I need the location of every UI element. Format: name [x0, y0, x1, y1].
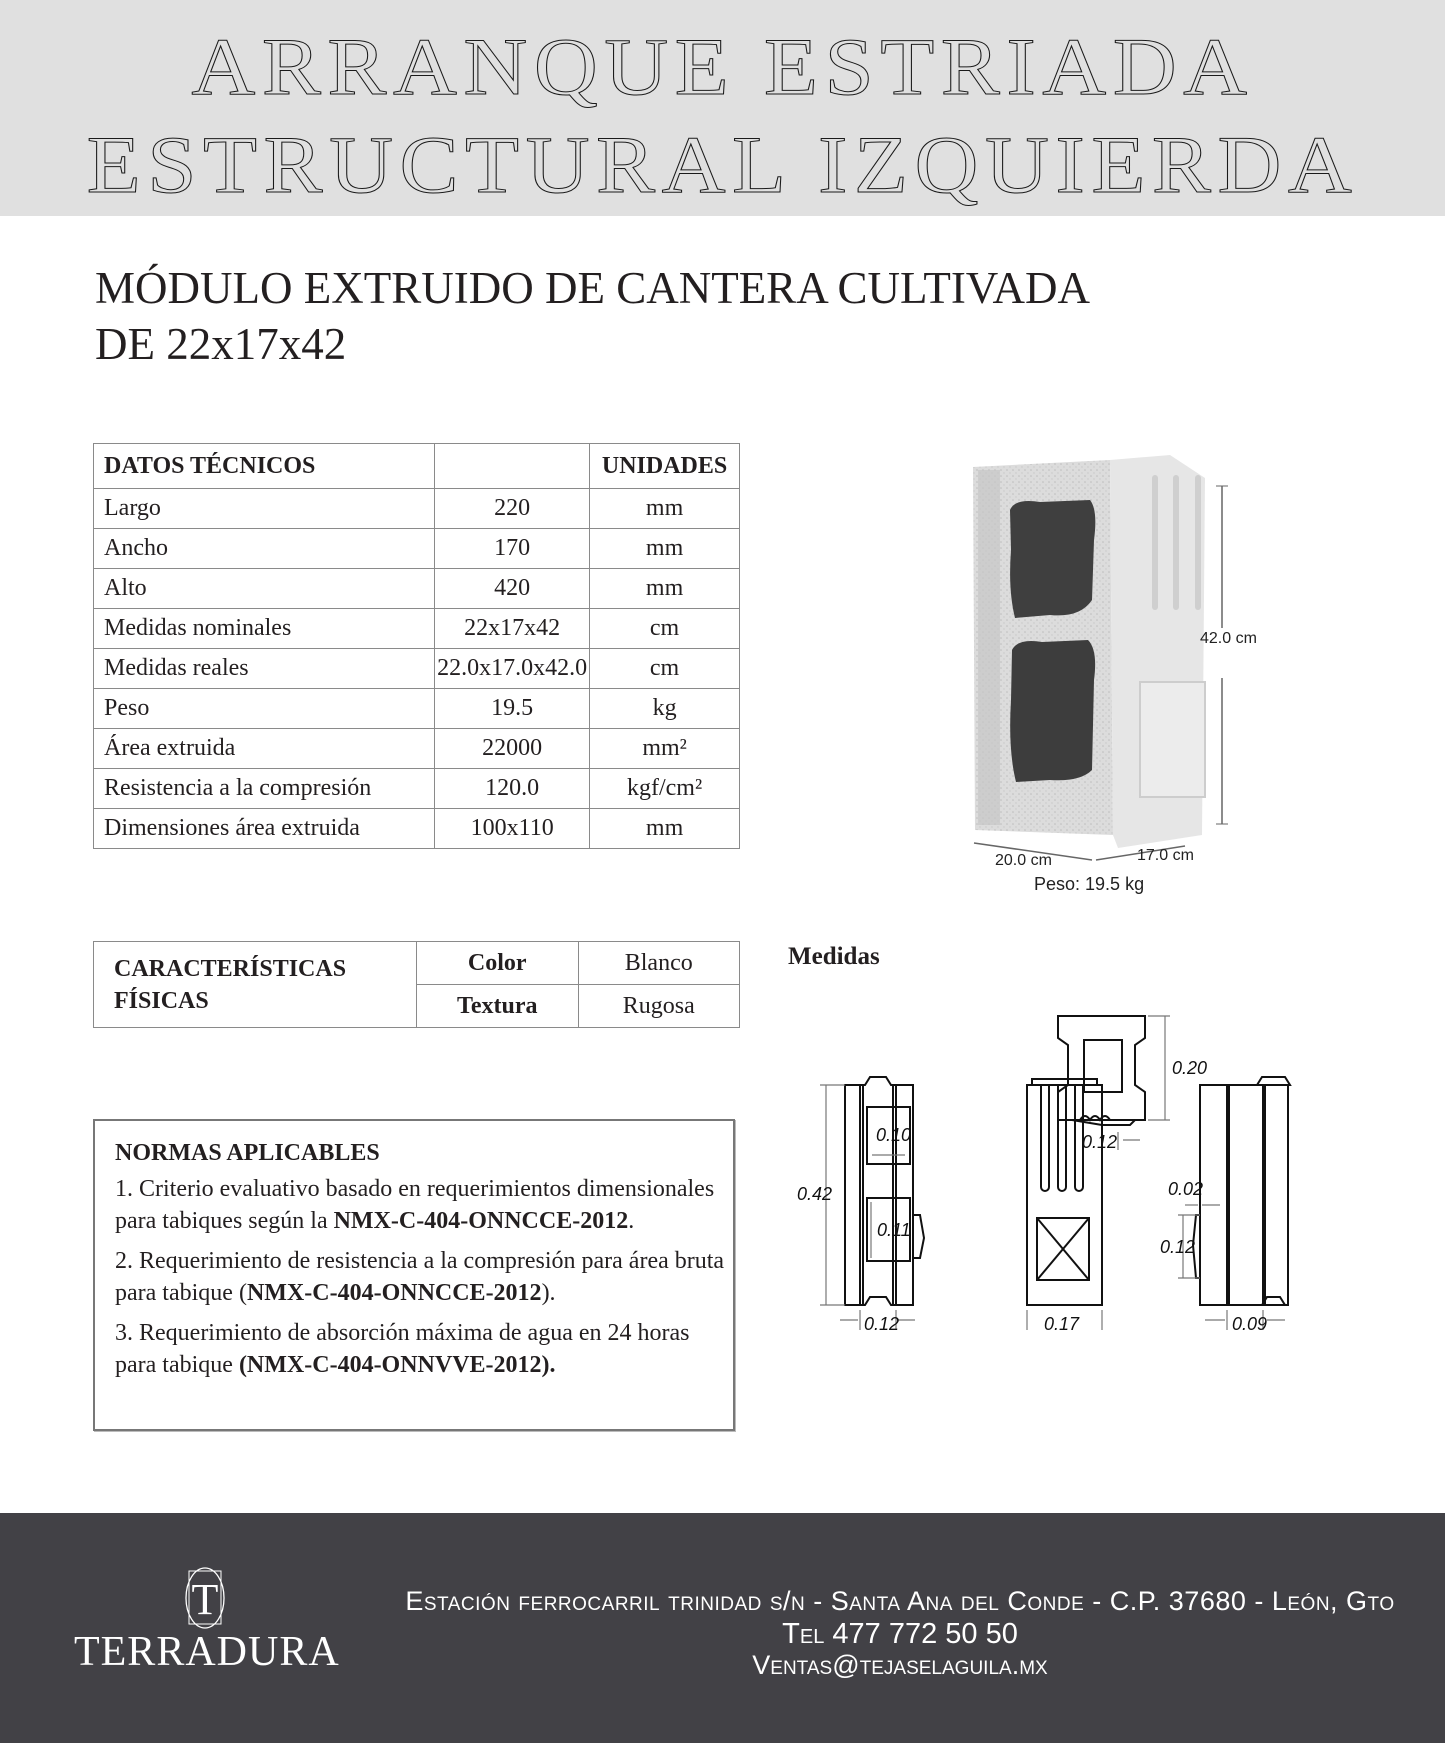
- norm-item: [115, 1317, 733, 1381]
- table-row: [94, 769, 740, 809]
- product-subtitle-line1: MÓDULO EXTRUIDO DE CANTERA CULTIVADA: [95, 263, 1090, 313]
- norms-title: NORMAS APLICABLES: [115, 1140, 380, 1166]
- row-unit: mm: [590, 809, 740, 849]
- row-unit: mm: [590, 569, 740, 609]
- row-unit: cm: [590, 649, 740, 689]
- texture-label: Textura: [417, 985, 579, 1028]
- row-label: Medidas reales: [94, 649, 435, 689]
- texture-value: Rugosa: [578, 985, 740, 1028]
- product-photo: [970, 450, 1270, 900]
- physical-characteristics-table: [93, 941, 740, 1028]
- footer-address: Estación ferrocarril trinidad s/n - Santa Ana del Conde - C.P. 37680 - León, Gto: [405, 1586, 1395, 1616]
- plan-height-dim: 0.20: [1172, 1058, 1208, 1078]
- table-row: [94, 809, 740, 849]
- row-label: Alto: [94, 569, 435, 609]
- row-value: 22x17x42: [435, 609, 590, 649]
- back-offset-dim: 0.02: [1168, 1179, 1204, 1199]
- row-unit: cm: [590, 609, 740, 649]
- brand-name: TERRADURA: [74, 1629, 340, 1675]
- table-row: [94, 529, 740, 569]
- row-label: Medidas nominales: [94, 609, 435, 649]
- table-row: [94, 569, 740, 609]
- row-unit: mm²: [590, 729, 740, 769]
- norm-reference: (NMX-C-404-ONNVVE-2012).: [238, 1352, 556, 1378]
- technical-data-table: [93, 443, 740, 849]
- norm-suffix: .: [628, 1208, 635, 1234]
- row-value: 100x110: [435, 809, 590, 849]
- row-value: 220: [435, 489, 590, 529]
- page-title-line1: ARRANQUE ESTRIADA: [191, 21, 1254, 112]
- side-width-dim: 0.17: [1044, 1314, 1080, 1334]
- front-base-dim: 0.12: [864, 1314, 900, 1334]
- header-datos-tecnicos: DATOS TÉCNICOS: [94, 444, 435, 489]
- row-unit: mm: [590, 489, 740, 529]
- footer-phone[interactable]: Tel 477 772 50 50: [782, 1618, 1018, 1650]
- drawings-title: Medidas: [788, 943, 880, 970]
- row-value: 420: [435, 569, 590, 609]
- back-width-dim: 0.09: [1232, 1314, 1268, 1334]
- color-label: Color: [417, 942, 579, 985]
- footer-email[interactable]: Ventas@tejaselaguila.mx: [752, 1650, 1048, 1680]
- norm-reference: NMX-C-404-ONNCCE-2012: [246, 1280, 542, 1306]
- norm-text: 3. Requerimiento de absorción máxima de agua en 24 horas para tabique: [115, 1320, 690, 1378]
- row-label: Resistencia a la compresión: [94, 769, 435, 809]
- row-label: Ancho: [94, 529, 435, 569]
- table-row: [94, 609, 740, 649]
- table-row: [94, 489, 740, 529]
- row-unit: kg: [590, 689, 740, 729]
- photo-width-label: 20.0 cm: [995, 852, 1052, 869]
- header-value: [435, 444, 590, 489]
- logo-letter: T: [191, 1575, 219, 1624]
- page-title-line2: ESTRUCTURAL IZQUIERDA: [86, 119, 1359, 210]
- row-value: 170: [435, 529, 590, 569]
- row-label: Área extruida: [94, 729, 435, 769]
- plan-width-dim: 0.12: [1082, 1132, 1118, 1152]
- front-cell-width-dim: 0.10: [876, 1125, 912, 1145]
- row-label: Largo: [94, 489, 435, 529]
- row-unit: mm: [590, 529, 740, 569]
- photo-weight-label: Peso: 19.5 kg: [1034, 874, 1145, 894]
- table-row: [94, 729, 740, 769]
- physical-title: [94, 942, 417, 1028]
- header-unidades: UNIDADES: [590, 444, 740, 489]
- front-height-dim: 0.42: [797, 1184, 833, 1204]
- row-label: Dimensiones área extruida: [94, 809, 435, 849]
- row-value: 19.5: [435, 689, 590, 729]
- row-value: 22000: [435, 729, 590, 769]
- title-banner: [0, 0, 1445, 216]
- row-value: 22.0x17.0x42.0: [435, 649, 590, 689]
- product-subtitle-line2: DE 22x17x42: [95, 319, 347, 369]
- norms-box: [93, 1119, 735, 1431]
- block-cell-bottom: [1010, 640, 1095, 782]
- norm-text: 1. Criterio evaluativo basado en requerimientos dimensionales para tabiques según la: [115, 1176, 715, 1234]
- table-row: [94, 689, 740, 729]
- physical-title-line1: CARACTERÍSTICAS: [114, 955, 347, 982]
- table-row: [94, 942, 740, 985]
- norm-suffix: ).: [541, 1280, 556, 1306]
- physical-title-line2: FÍSICAS: [114, 987, 209, 1014]
- photo-depth-label: 17.0 cm: [1137, 847, 1194, 864]
- row-unit: kgf/cm²: [590, 769, 740, 809]
- row-label: Peso: [94, 689, 435, 729]
- block-panel: [1140, 682, 1205, 797]
- front-view-outline: [845, 1077, 913, 1305]
- back-view-outline: [1200, 1077, 1290, 1305]
- table-row: [94, 649, 740, 689]
- norm-reference: NMX-C-404-ONNCCE-2012: [333, 1208, 629, 1234]
- row-value: 120.0: [435, 769, 590, 809]
- front-cell-height-dim: 0.11: [877, 1220, 911, 1240]
- color-value: Blanco: [578, 942, 740, 985]
- norm-item: [115, 1245, 733, 1309]
- photo-height-label: 42.0 cm: [1200, 630, 1257, 647]
- norm-item: [115, 1173, 733, 1237]
- terradura-logo-icon: [170, 1566, 240, 1631]
- back-tab-height-dim: 0.12: [1160, 1237, 1196, 1257]
- table-header-row: [94, 444, 740, 489]
- norm-text: 2. Requerimiento de resistencia a la compresión para área bruta para tabique (: [115, 1248, 725, 1306]
- technical-drawings: [780, 1000, 1400, 1470]
- block-cell-top: [1010, 500, 1095, 618]
